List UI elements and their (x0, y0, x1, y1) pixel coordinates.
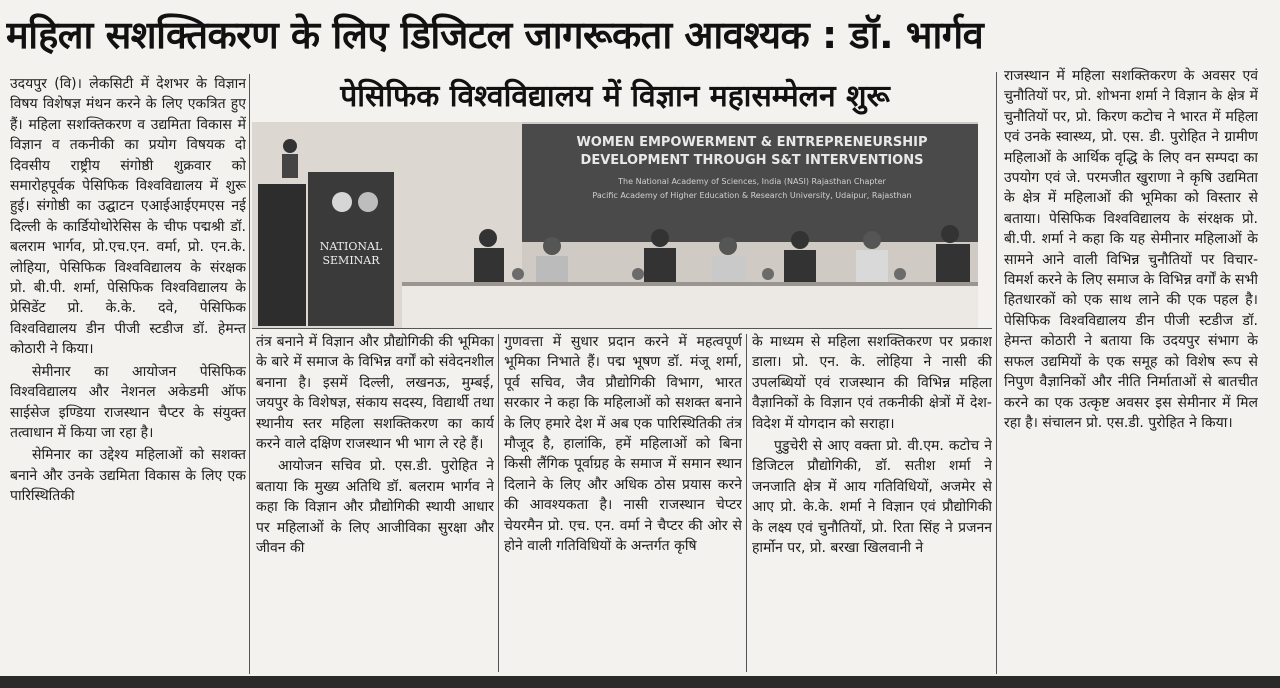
photo-title: पेसिफिक विश्वविद्यालय में विज्ञान महासम्मेलन शुरू (252, 72, 978, 122)
photo-bottom-rule (252, 328, 992, 329)
paragraph: सेमीनार का आयोजन पेसिफिक विश्वविद्यालय और नेशनल अकेडमी ऑफ साईसेज इण्डिया राजस्थान चैप्टर के संयुक्त तत्वाधान में किया जा रहा है। (10, 363, 246, 441)
podium-text-1: NATIONAL (319, 240, 383, 253)
paragraph: पुडुचेरी से आए वक्ता प्रो. वी.एम. कटोच ने डिजिटल प्रौद्योगिकी, डॉ. सतीश शर्मा ने जनजाति क्षेत्र में आय गतिविधियों, अजमेर से आए प्रो. के.के. शर्मा ने विज्ञान एवं प्रौद्योगिकी के लक्ष्य एवं चुनौतियों, प्रो. रिता सिंह ने प्रजनन हार्मोन पर, प्रो. बरखा खिलवानी ने (752, 438, 992, 557)
paragraph: गुणवत्ता में सुधार प्रदान करने में महत्वपूर्ण भूमिका निभाते हैं। पद्म भूषण डॉ. मंजू शर्मा, पूर्व सचिव, जैव प्रौद्योगिकी विभाग, भारत सरकार ने कहा कि महिलाओं को सशक्त बनाने के लिए हमारे देश में अब एक पारिस्थितिकी तंत्र मौजूद है, हालांकि, हमें महिलाओं को बिना किसी लैंगिक पूर्वाग्रह के समाज में समान स्थान दिलाने के लिए और अधिक ठोस प्रयास करने की आवश्यकता है। नासी राजस्थान चेप्टर चेयरमैन प्रो. एच. एन. वर्मा ने चैप्टर की ओर से होने वाली गतिविधियों के अन्तर्गत कृषि (504, 334, 742, 555)
podium-text-2: SEMINAR (322, 254, 380, 267)
article-column-1 (10, 74, 246, 678)
article-column-2 (256, 332, 494, 672)
paragraph: के माध्यम से महिला सशक्तिकरण पर प्रकाश डाला। प्रो. एन. के. लोहिया ने नासी की उपलब्धियों एवं राजस्थान की विभिन्न महिला वैज्ञानिकों के विज्ञान एवं तकनीकी क्षेत्रों में देश-विदेश में योगदान को सराहा। (752, 334, 992, 432)
banner-text-1: WOMEN EMPOWERMENT & ENTREPRENEURSHIP (576, 135, 928, 150)
paragraph: सेमिनार का उद्देश्य महिलाओं को सशक्त बनाने और उनके उद्यमिता विकास के लिए एक पारिस्थितिकी (10, 447, 246, 505)
article-column-4 (752, 332, 992, 672)
page-edge (0, 676, 1280, 688)
banner-text-3: The National Academy of Sciences, India (NASI) Rajasthan Chapter (618, 177, 886, 186)
column-divider (498, 334, 499, 672)
article-column-5 (1004, 66, 1258, 678)
headline: महिला सशक्तिकरण के लिए डिजिटल जागरूकता आवश्यक : डॉ. भार्गव (6, 13, 984, 57)
banner-text-2: DEVELOPMENT THROUGH S&T INTERVENTIONS (580, 153, 924, 168)
paragraph: राजस्थान में महिला सशक्तिकरण के अवसर एवं चुनौतियों पर, प्रो. शोभना शर्मा ने विज्ञान के क्षेत्र में चुनौतियों पर, प्रो. किरण कटोच ने भारत में महिला एवं उनके स्वास्थ्य, प्रो. एस. डी. पुरोहित ने ग्रामीण महिलाओं के आर्थिक वृद्धि के लिए वन सम्पदा का उपयोग एवं जे. परमजीत खुराणा ने कृषि उद्यमिता के क्षेत्र में महिलाओं की भूमिका को विस्तार से बताया। पेसिफिक विश्वविद्यालय के संरक्षक प्रो. बी.पी. शर्मा ने कहा कि यह सेमीनार महिलाओं के सामने आने वाली विभिन्न चुनौतियों पर विचार-विमर्श करने के लिए समाज के विभिन्न वर्गों के सभी हितधारकों को एक साथ लाने की एक पहल है। पेसिफिक विश्वविद्यालय डीन पीजी स्टडीज डॉ. हेमन्त कोठारी ने बताया कि उदयपुर संभाग के सफल उद्यमियों के एक समूह को विशेष रूप से निपुण वैज्ञानिकों और नीति निर्माताओं से बातचीत करने का एक उत्कृष्ट अवसर इस सेमीनार में मिल रहा है। संचालन प्रो. एस.डी. पुरोहित ने किया। (1004, 68, 1258, 431)
seminar-stage-photo (252, 122, 978, 328)
news-photo (252, 72, 978, 328)
column-divider (996, 72, 997, 674)
paragraph: तंत्र बनाने में विज्ञान और प्रौद्योगिकी की भूमिका के बारे में समाज के विभिन्न वर्गों को संवेदनशील बनाना है। इसमें दिल्ली, लखनऊ, मुम्बई, जयपुर के विशेषज्ञ, संकाय सदस्य, विद्यार्थी तथा स्थानीय स्तर महिला सशक्तिकरण का कार्य करने वाले दक्षिण राजस्थान भी भाग ले रहे हैं। (256, 334, 494, 453)
paragraph: उदयपुर (वि)। लेकसिटी में देशभर के विज्ञान विषय विशेषज्ञ मंथन करने के लिए एकत्रित हुए हैं। महिला सशक्तिकरण व उद्यमिता विकास में विज्ञान व तकनीकी का प्रयोग विषयक दो दिवसीय राष्ट्रीय संगोष्ठी शुक्रवार को समारोहपूर्वक पेसिफिक विश्वविद्यालय में शुरू हुई। संगोष्ठी का उद्घाटन एआईआईएमएस नई दिल्ली के कार्डियोथोरेसिस के चीफ पद्मश्री डॉ. बलराम भार्गव, प्रो.एच.एन. वर्मा, प्रो. एन.के. लोहिया, पेसिफिक विश्वविद्यालय के संरक्षक प्रो. बी.पी. शर्मा, पेसिफिक विश्वविद्यालय के प्रेसिडेंट प्रो. के.के. दवे, पेसिफिक विश्वविद्यालय डीन पीजी स्टडीज डॉ. हेमन्त कोठारी ने किया। (10, 76, 246, 358)
column-divider (746, 334, 747, 672)
paragraph: आयोजन सचिव प्रो. एस.डी. पुरोहित ने बताया कि मुख्य अतिथि डॉ. बलराम भार्गव ने कहा कि विज्ञान और प्रौद्योगिकी स्थायी आधार पर महिलाओं के लिए आजीविका सुरक्षा और जीवन की (256, 458, 494, 557)
article-column-3 (504, 332, 742, 672)
banner-text-4: Pacific Academy of Higher Education & Research University, Udaipur, Rajasthan (592, 191, 912, 200)
column-divider (249, 74, 250, 674)
